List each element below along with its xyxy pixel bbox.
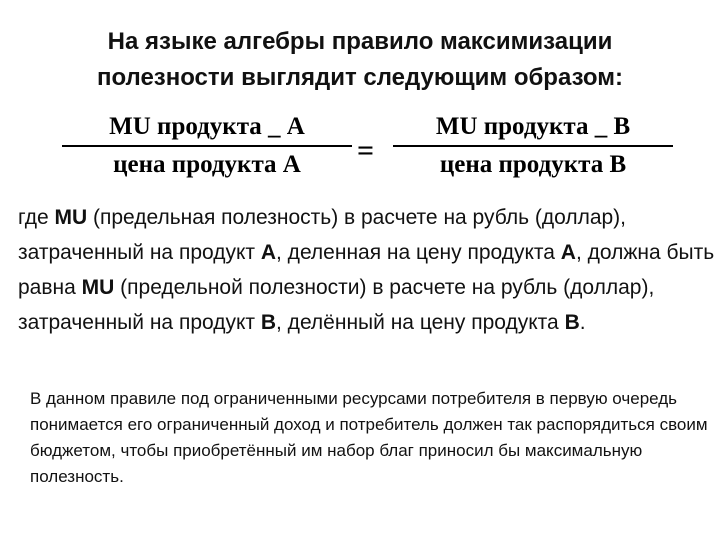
term-product-a: A bbox=[260, 241, 277, 264]
denominator-price-a: цена продукта A bbox=[113, 151, 301, 178]
text-span: (предельная полезность) в расчете на рубль (доллар), затраченный на продукт bbox=[18, 206, 627, 264]
fraction-bar-a bbox=[62, 145, 352, 147]
text-span: , деленная на цену продукта bbox=[276, 241, 561, 264]
fraction-product-b bbox=[393, 110, 673, 182]
text-span: . bbox=[579, 311, 586, 334]
text-span: , делённый на цену продукта bbox=[276, 311, 565, 334]
text-span: где bbox=[18, 206, 55, 229]
budget-note-paragraph: В данном правиле под ограниченными ресурсами потребителя в первую очередь понимается его ограниченный доход и потребитель должен так распорядиться своим бюджетом, чтобы приобретённый им набор благ приносил бы максимальную полезность. bbox=[30, 389, 708, 486]
fraction-bar-b bbox=[393, 145, 673, 147]
denominator-price-b: цена продукта B bbox=[439, 151, 627, 178]
title-line-2: полезности выглядит следующим образом: bbox=[96, 64, 624, 91]
fraction-product-a bbox=[62, 110, 352, 182]
numerator-mu-a: MU продукта _ A bbox=[109, 113, 305, 140]
numerator-mu-b: MU продукта _ B bbox=[435, 113, 631, 140]
text-span: (предельной полезности) в расчете на рубль (доллар), затраченный на продукт bbox=[18, 276, 655, 334]
slide-title bbox=[0, 24, 720, 96]
equals-sign: = bbox=[357, 134, 375, 167]
term-mu: MU bbox=[54, 206, 88, 229]
term-product-a: A bbox=[560, 241, 576, 264]
text-span: , должна быть равна bbox=[18, 241, 715, 299]
explanation-paragraph bbox=[18, 200, 718, 340]
term-product-b: B bbox=[260, 311, 277, 334]
term-product-b: B bbox=[564, 311, 580, 334]
title-line-1: На языке алгебры правило максимизации bbox=[107, 28, 613, 55]
term-mu: MU bbox=[81, 276, 115, 299]
utility-maximization-formula bbox=[0, 110, 720, 190]
